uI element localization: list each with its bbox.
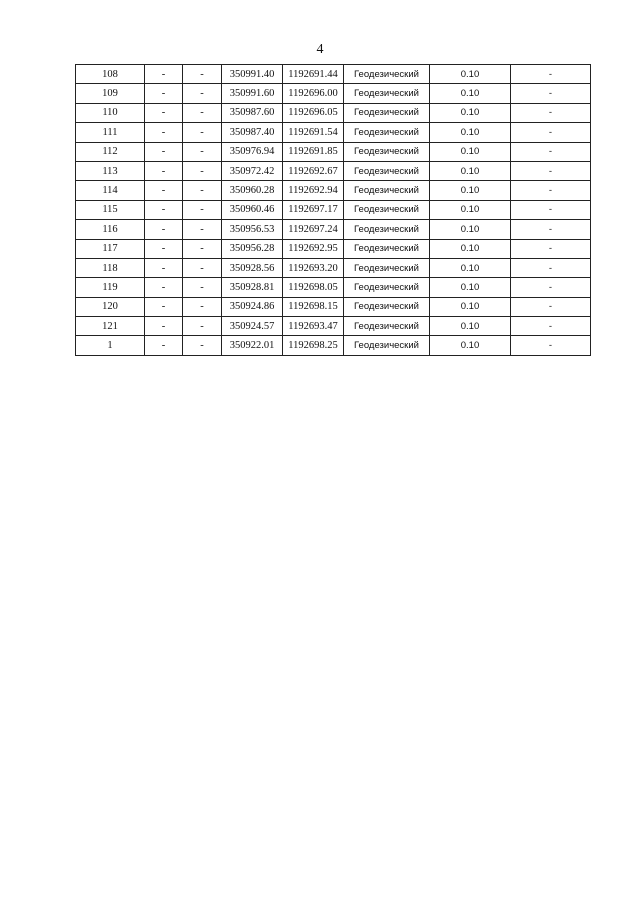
precision-cell: 0.10 (430, 278, 511, 297)
description-cell: - (511, 336, 591, 355)
method-cell: Геодезический (344, 142, 430, 161)
description-cell: - (511, 84, 591, 103)
existing-y-cell: - (183, 336, 222, 355)
x-coordinate-cell: 350922.01 (222, 336, 283, 355)
x-coordinate-cell: 350924.57 (222, 317, 283, 336)
method-cell: Геодезический (344, 258, 430, 277)
existing-x-cell: - (145, 220, 183, 239)
precision-cell: 0.10 (430, 103, 511, 122)
x-coordinate-cell: 350972.42 (222, 161, 283, 180)
description-cell: - (511, 297, 591, 316)
description-cell: - (511, 200, 591, 219)
method-cell: Геодезический (344, 65, 430, 84)
x-coordinate-cell: 350976.94 (222, 142, 283, 161)
description-cell: - (511, 220, 591, 239)
existing-y-cell: - (183, 181, 222, 200)
precision-cell: 0.10 (430, 200, 511, 219)
precision-cell: 0.10 (430, 181, 511, 200)
description-cell: - (511, 258, 591, 277)
existing-x-cell: - (145, 103, 183, 122)
point-number-cell: 109 (76, 84, 145, 103)
point-number-cell: 120 (76, 297, 145, 316)
existing-y-cell: - (183, 297, 222, 316)
description-cell: - (511, 142, 591, 161)
point-number-cell: 119 (76, 278, 145, 297)
existing-y-cell: - (183, 123, 222, 142)
method-cell: Геодезический (344, 278, 430, 297)
description-cell: - (511, 181, 591, 200)
existing-x-cell: - (145, 84, 183, 103)
table-row (76, 297, 591, 316)
table-row (76, 200, 591, 219)
description-cell: - (511, 65, 591, 84)
point-number-cell: 110 (76, 103, 145, 122)
method-cell: Геодезический (344, 200, 430, 219)
x-coordinate-cell: 350928.56 (222, 258, 283, 277)
precision-cell: 0.10 (430, 123, 511, 142)
existing-x-cell: - (145, 239, 183, 258)
point-number-cell: 121 (76, 317, 145, 336)
point-number-cell: 1 (76, 336, 145, 355)
x-coordinate-cell: 350928.81 (222, 278, 283, 297)
existing-y-cell: - (183, 84, 222, 103)
method-cell: Геодезический (344, 239, 430, 258)
y-coordinate-cell: 1192693.20 (283, 258, 344, 277)
existing-x-cell: - (145, 317, 183, 336)
y-coordinate-cell: 1192691.44 (283, 65, 344, 84)
method-cell: Геодезический (344, 103, 430, 122)
description-cell: - (511, 161, 591, 180)
method-cell: Геодезический (344, 336, 430, 355)
y-coordinate-cell: 1192698.25 (283, 336, 344, 355)
table-row (76, 103, 591, 122)
table-row (76, 65, 591, 84)
point-number-cell: 118 (76, 258, 145, 277)
y-coordinate-cell: 1192692.94 (283, 181, 344, 200)
y-coordinate-cell: 1192697.17 (283, 200, 344, 219)
y-coordinate-cell: 1192692.95 (283, 239, 344, 258)
point-number-cell: 114 (76, 181, 145, 200)
point-number-cell: 108 (76, 65, 145, 84)
y-coordinate-cell: 1192696.00 (283, 84, 344, 103)
existing-y-cell: - (183, 103, 222, 122)
point-number-cell: 117 (76, 239, 145, 258)
y-coordinate-cell: 1192691.54 (283, 123, 344, 142)
point-number-cell: 112 (76, 142, 145, 161)
y-coordinate-cell: 1192693.47 (283, 317, 344, 336)
x-coordinate-cell: 350960.28 (222, 181, 283, 200)
precision-cell: 0.10 (430, 65, 511, 84)
table-row (76, 161, 591, 180)
precision-cell: 0.10 (430, 161, 511, 180)
description-cell: - (511, 278, 591, 297)
table-row (76, 181, 591, 200)
x-coordinate-cell: 350924.86 (222, 297, 283, 316)
y-coordinate-cell: 1192697.24 (283, 220, 344, 239)
existing-x-cell: - (145, 123, 183, 142)
method-cell: Геодезический (344, 297, 430, 316)
x-coordinate-cell: 350960.46 (222, 200, 283, 219)
description-cell: - (511, 239, 591, 258)
description-cell: - (511, 103, 591, 122)
y-coordinate-cell: 1192691.85 (283, 142, 344, 161)
point-number-cell: 111 (76, 123, 145, 142)
precision-cell: 0.10 (430, 258, 511, 277)
y-coordinate-cell: 1192696.05 (283, 103, 344, 122)
precision-cell: 0.10 (430, 142, 511, 161)
precision-cell: 0.10 (430, 297, 511, 316)
existing-x-cell: - (145, 181, 183, 200)
page-number: 4 (316, 42, 324, 57)
precision-cell: 0.10 (430, 336, 511, 355)
existing-x-cell: - (145, 200, 183, 219)
table-row (76, 278, 591, 297)
x-coordinate-cell: 350991.60 (222, 84, 283, 103)
x-coordinate-cell: 350987.40 (222, 123, 283, 142)
table-row (76, 142, 591, 161)
existing-x-cell: - (145, 336, 183, 355)
existing-y-cell: - (183, 317, 222, 336)
existing-y-cell: - (183, 278, 222, 297)
method-cell: Геодезический (344, 220, 430, 239)
existing-y-cell: - (183, 200, 222, 219)
method-cell: Геодезический (344, 84, 430, 103)
x-coordinate-cell: 350987.60 (222, 103, 283, 122)
existing-x-cell: - (145, 258, 183, 277)
point-number-cell: 115 (76, 200, 145, 219)
precision-cell: 0.10 (430, 220, 511, 239)
method-cell: Геодезический (344, 181, 430, 200)
table-row (76, 239, 591, 258)
y-coordinate-cell: 1192698.05 (283, 278, 344, 297)
description-cell: - (511, 317, 591, 336)
method-cell: Геодезический (344, 317, 430, 336)
point-number-cell: 116 (76, 220, 145, 239)
y-coordinate-cell: 1192692.67 (283, 161, 344, 180)
table-row (76, 123, 591, 142)
description-cell: - (511, 123, 591, 142)
existing-x-cell: - (145, 142, 183, 161)
precision-cell: 0.10 (430, 84, 511, 103)
coordinates-table (75, 64, 591, 356)
table-row (76, 336, 591, 355)
existing-y-cell: - (183, 161, 222, 180)
x-coordinate-cell: 350956.53 (222, 220, 283, 239)
table-row (76, 220, 591, 239)
method-cell: Геодезический (344, 161, 430, 180)
table-row (76, 258, 591, 277)
table-row (76, 84, 591, 103)
x-coordinate-cell: 350956.28 (222, 239, 283, 258)
point-number-cell: 113 (76, 161, 145, 180)
existing-y-cell: - (183, 258, 222, 277)
existing-x-cell: - (145, 161, 183, 180)
existing-y-cell: - (183, 239, 222, 258)
existing-x-cell: - (145, 65, 183, 84)
y-coordinate-cell: 1192698.15 (283, 297, 344, 316)
precision-cell: 0.10 (430, 317, 511, 336)
existing-y-cell: - (183, 220, 222, 239)
existing-x-cell: - (145, 278, 183, 297)
precision-cell: 0.10 (430, 239, 511, 258)
table-body (76, 65, 591, 356)
existing-y-cell: - (183, 65, 222, 84)
existing-x-cell: - (145, 297, 183, 316)
x-coordinate-cell: 350991.40 (222, 65, 283, 84)
method-cell: Геодезический (344, 123, 430, 142)
table-row (76, 317, 591, 336)
existing-y-cell: - (183, 142, 222, 161)
